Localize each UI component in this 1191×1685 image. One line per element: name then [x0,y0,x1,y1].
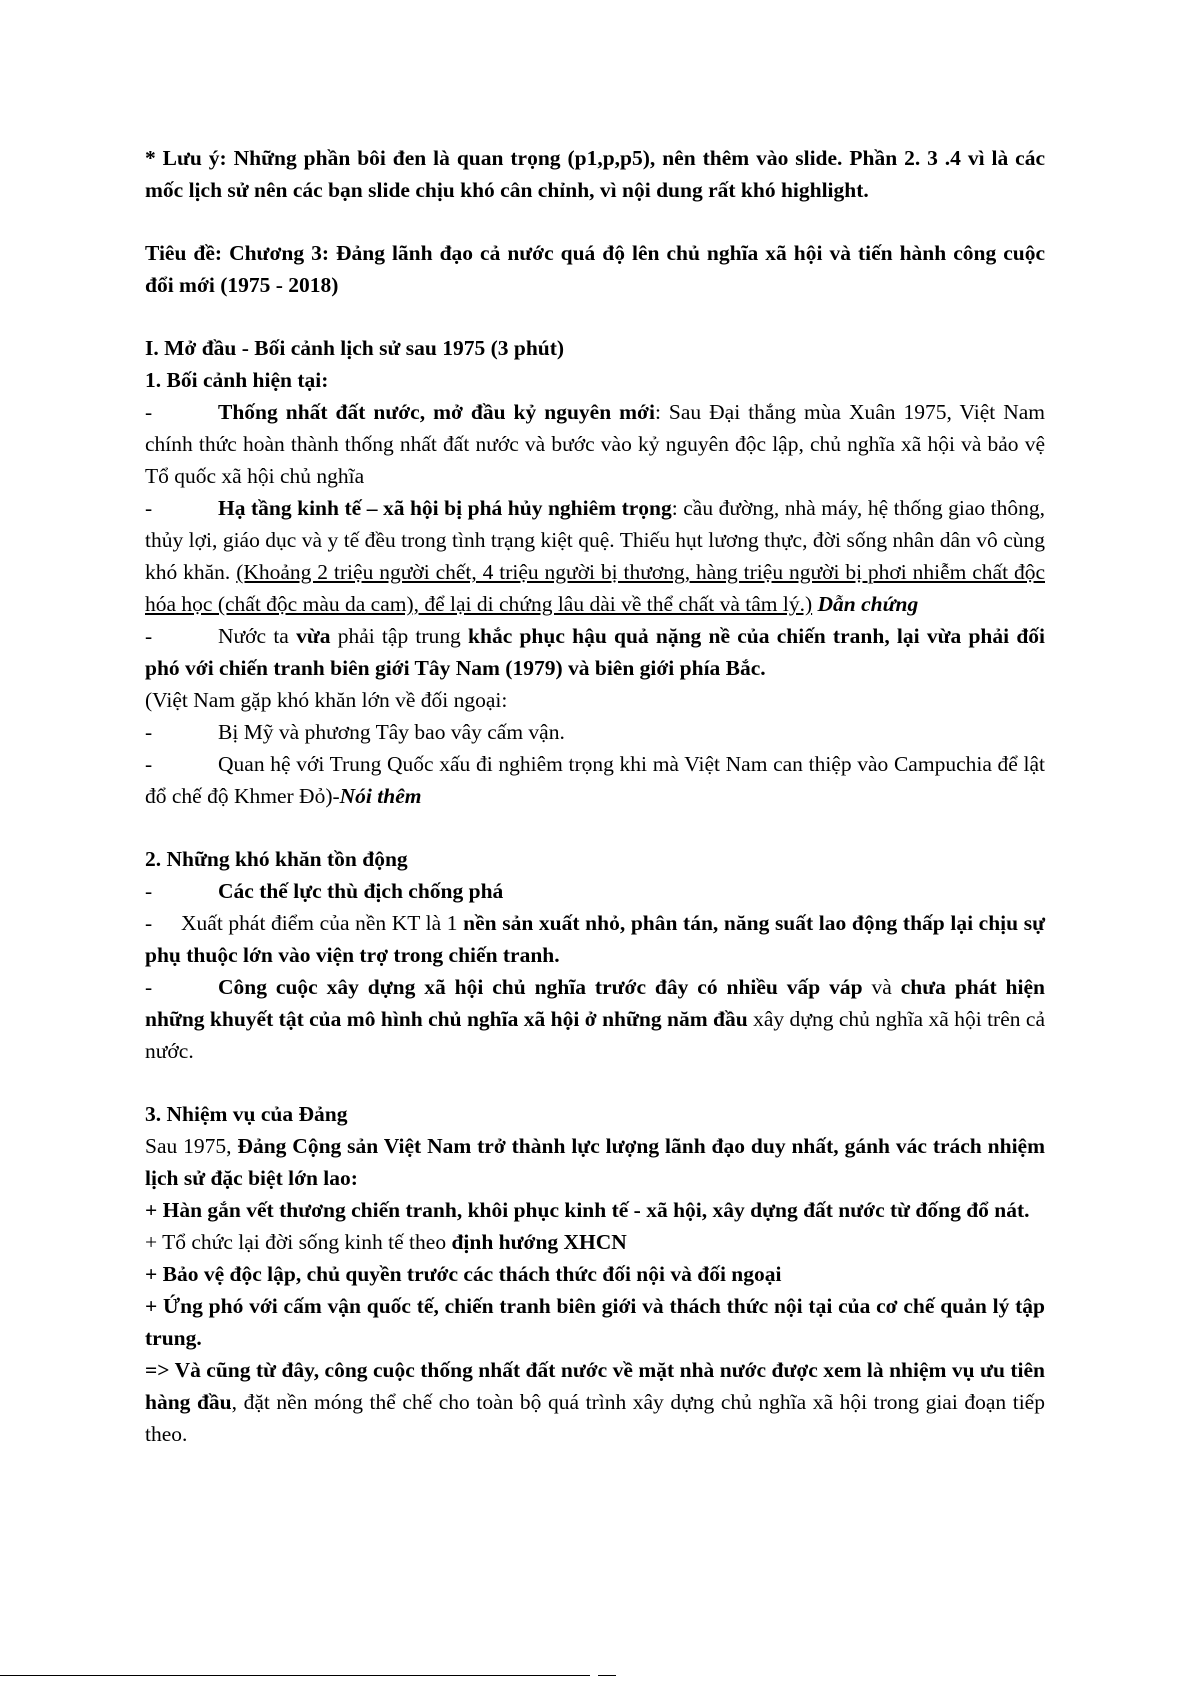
dash-marker: - [145,752,153,776]
section-1-subheading: 1. Bối cảnh hiện tại: [145,368,329,392]
foreign-difficulties-intro: (Việt Nam gặp khó khăn lớn về đối ngoại: [145,688,508,712]
task-economy: + Tổ chức lại đời sống kinh tế theo định hướng XHCN [145,1230,627,1254]
title-paragraph [145,237,1045,301]
extra-note: Nói thêm [339,784,422,808]
bullet-hostile-forces: - Các thế lực thù địch chống phá [145,875,1045,907]
dash-marker: - [145,496,153,520]
section-2-heading: 2. Những khó khăn tồn động [145,847,408,871]
dash-marker: - [145,720,153,744]
dash-marker: - [145,400,153,424]
note-paragraph [145,142,1045,206]
evidence-underlined: (Khoảng 2 triệu người chết, 4 triệu người bị thương, hàng triệu người bị phơi nhiễm chất độc hóa học (chất độc màu da cam), để lại di chứng lâu dài về thể chất và tâm lý.) [145,560,1045,616]
bullet-starting-point: - Xuất phát điểm của nền KT là 1 nền sản xuất nhỏ, phân tán, năng suất lao động thấp lại chịu sự phụ thuộc lớn vào viện trợ trong chiến tranh. [145,907,1045,971]
spacer [145,301,1045,332]
conclusion: => Và cũng từ đây, công cuộc thống nhất đất nước về mặt nhà nước được xem là nhiệm vụ ưu tiên hàng đầu, đặt nền móng thể chế cho toàn bộ quá trình xây dựng chủ nghĩa xã hội trong giai đoạn tiếp theo. [145,1358,1045,1446]
task-embargo-response: + Ứng phó với cấm vận quốc tế, chiến tranh biên giới và thách thức nội tại của cơ chế quản lý tập trung. [145,1294,1045,1350]
spacer [145,812,1045,843]
bullet-socialist-construction: - Công cuộc xây dựng xã hội chủ nghĩa trước đây có nhiều vấp váp và chưa phát hiện những khuyết tật của mô hình chủ nghĩa xã hội ở những năm đầu xây dựng chủ nghĩa xã hội trên cả nước. [145,971,1045,1067]
document-page [145,142,1045,1450]
bullet-china-relations: - Quan hệ với Trung Quốc xấu đi nghiêm trọng khi mà Việt Nam can thiệp vào Campuchia để lật đổ chế độ Khmer Đỏ)-Nói thêm [145,748,1045,812]
page-bottom-rule [0,1675,590,1676]
section-1-heading: I. Mở đầu - Bối cảnh lịch sử sau 1975 (3 phút) [145,336,565,360]
task-rebuild: + Hàn gắn vết thương chiến tranh, khôi phục kinh tế - xã hội, xây dựng đất nước từ đống đổ nát. [145,1198,1030,1222]
spacer [145,206,1045,237]
section-3-heading: 3. Nhiệm vụ của Đảng [145,1102,348,1126]
bullet-war-consequences: - Nước ta vừa phải tập trung khắc phục hậu quả nặng nề của chiến tranh, lại vừa phải đối phó với chiến tranh biên giới Tây Nam (1979) và biên giới phía Bắc. [145,620,1045,684]
page-bottom-mark [598,1675,616,1676]
dash-marker: - [145,975,153,999]
document-title: Tiêu đề: Chương 3: Đảng lãnh đạo cả nước quá độ lên chủ nghĩa xã hội và tiến hành công cuộc đổi mới (1975 - 2018) [145,241,1045,297]
bullet-unification: - Thống nhất đất nước, mở đầu kỷ nguyên mới: Sau Đại thắng mùa Xuân 1975, Việt Nam chính thức hoàn thành thống nhất đất nước và bước vào kỷ nguyên độc lập, chủ nghĩa xã hội và bảo vệ Tổ quốc xã hội chủ nghĩa [145,396,1045,492]
dash-marker: - [145,879,153,903]
bullet-embargo: - Bị Mỹ và phương Tây bao vây cấm vận. [145,716,1045,748]
note-text: * Lưu ý: Những phần bôi đen là quan trọng (p1,p,p5), nên thêm vào slide. Phần 2. 3 .4 vì là các mốc lịch sử nên các bạn slide chịu khó cân chỉnh, vì nội dung rất khó highlight. [145,146,1045,202]
bullet-infrastructure: - Hạ tầng kinh tế – xã hội bị phá hủy nghiêm trọng: cầu đường, nhà máy, hệ thống giao thông, thủy lợi, giáo dục và y tế đều trong tình trạng kiệt quệ. Thiếu hụt lương thực, đời sống nhân dân vô cùng khó khăn. (Khoảng 2 triệu người chết, 4 triệu người bị thương, hàng triệu người bị phơi nhiễm chất độc hóa học (chất độc màu da cam), để lại di chứng lâu dài về thể chất và tâm lý.) Dẫn chứng [145,492,1045,620]
dash-marker: - [145,911,153,935]
party-intro: Sau 1975, Đảng Cộng sản Việt Nam trở thành lực lượng lãnh đạo duy nhất, gánh vác trách nhiệm lịch sử đặc biệt lớn lao: [145,1134,1046,1190]
task-sovereignty: + Bảo vệ độc lập, chủ quyền trước các thách thức đối nội và đối ngoại [145,1262,782,1286]
spacer [145,1067,1045,1098]
evidence-note: Dẫn chứng [812,592,919,616]
dash-marker: - [145,624,153,648]
